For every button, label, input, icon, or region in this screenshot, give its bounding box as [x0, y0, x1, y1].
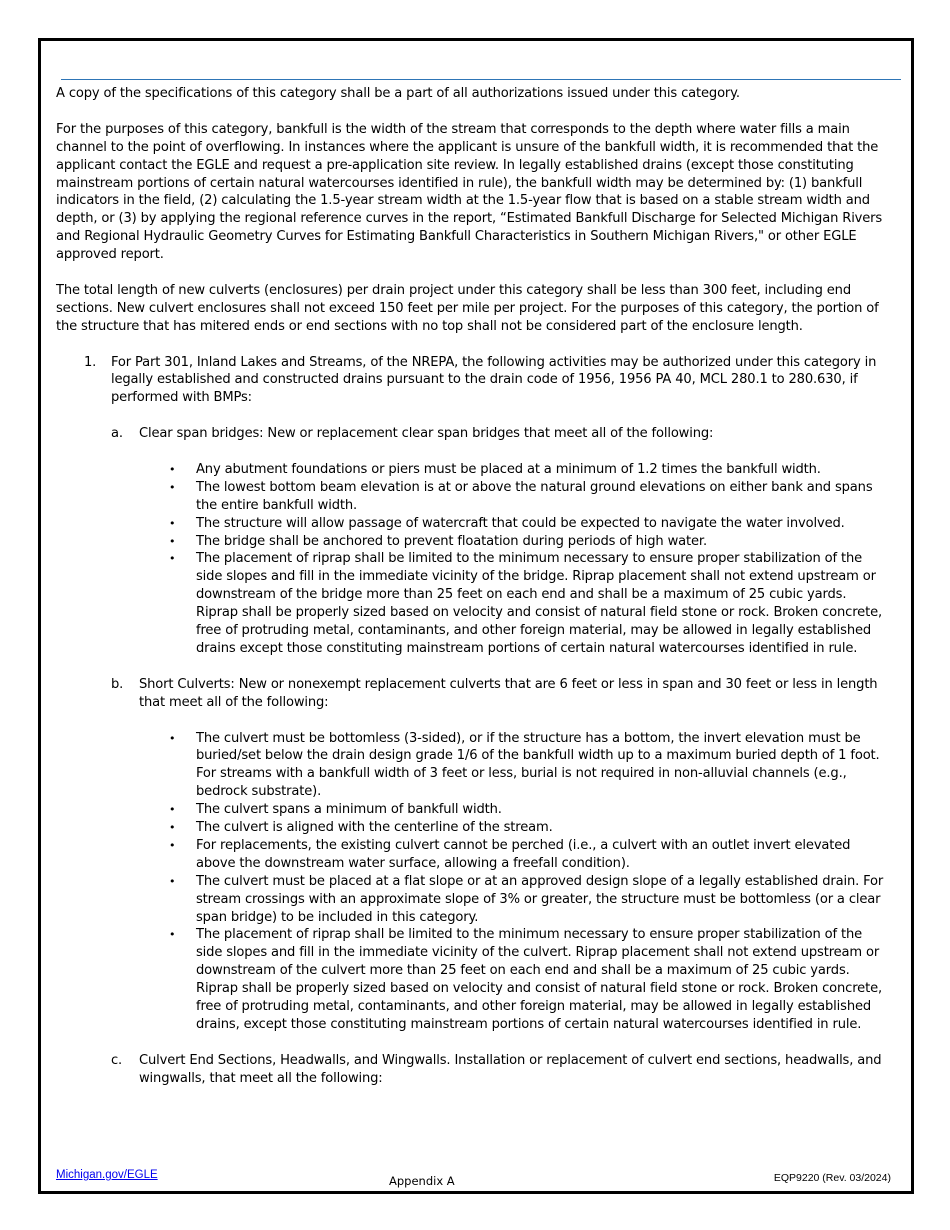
list-item: • The culvert spans a minimum of bankfull width. [169, 802, 502, 818]
bullet-icon: • [169, 731, 176, 745]
item-number: 1. [84, 354, 97, 370]
list-item: • The lowest bottom beam elevation is at or above the natural ground elevations on either bank and spans the entire bankfull width. [169, 479, 873, 513]
sub-item-letter: b. [111, 676, 124, 692]
bullet-icon: • [169, 821, 176, 835]
bullet-icon: • [169, 928, 176, 942]
sub-item-c [111, 1052, 892, 1088]
document-body [56, 85, 892, 1088]
intro-paragraph-1: A copy of the specifications of this category shall be a part of all authorizations issued under this category. [56, 86, 740, 101]
sub-item-text: Clear span bridges: New or replacement clear span bridges that meet all of the following: [139, 426, 714, 442]
bullet-icon: • [169, 803, 176, 817]
header-rule [61, 79, 901, 80]
footer-website-link[interactable]: Michigan.gov/EGLE [56, 1169, 158, 1181]
list-item: • The bridge shall be anchored to prevent floatation during periods of high water. [169, 533, 707, 549]
intro-paragraph-3: The total length of new culverts (enclosures) per drain project under this category shall be less than 300 feet, including end sections. New culvert enclosures shall not exceed 150 feet per mile per project. For the purposes of this category, the portion of the structure that has mitered ends or end sections with no top shall not be considered part of the enclosure length. [56, 282, 879, 334]
sub-item-a [111, 425, 892, 443]
item-text: For Part 301, Inland Lakes and Streams, of the NREPA, the following activities may be authorized under this category in legally established and constructed drains pursuant to the drain code of 1956, 1956 PA 40, MCL 280.1 to 280.630, if performed with BMPs: [111, 354, 877, 406]
sub-item-letter: c. [111, 1052, 123, 1068]
numbered-item-1 [84, 354, 892, 408]
bullet-icon: • [169, 552, 176, 566]
sub-item-text: Short Culverts: New or nonexempt replacement culverts that are 6 feet or less in span and 30 feet or less in length that meet all of the following: [139, 676, 878, 710]
list-item: • For replacements, the existing culvert cannot be perched (i.e., a culvert with an outlet invert elevated above the downstream water surface, allowing a freefall condition). [169, 837, 851, 871]
sub-item-b [111, 676, 892, 712]
list-item: • The culvert is aligned with the centerline of the stream. [169, 820, 553, 836]
list-item: • The placement of riprap shall be limited to the minimum necessary to ensure proper stabilization of the side slopes and fill in the immediate vicinity of the culvert. Riprap placement shall not extend upstream or downstream of the culvert more than 25 feet on each end and shall be a maximum of 25 cubic yards. Riprap shall be properly sized based on velocity and consist of natural field stone or rock. Broken concrete, free of protruding metal, contaminants, and other foreign material, may be allowed in legally established drains, except those constituting mainstream portions of certain natural watercourses identified in rule. [169, 927, 882, 1033]
bullet-icon: • [169, 516, 176, 530]
bullet-icon: • [169, 838, 176, 852]
list-item: • The structure will allow passage of watercraft that could be expected to navigate the water involved. [169, 515, 845, 531]
footer-form-number: EQP9220 (Rev. 03/2024) [773, 1172, 891, 1184]
sub-item-text: Culvert End Sections, Headwalls, and Wingwalls. Installation or replacement of culvert end sections, headwalls, and wingwalls, that meet all the following: [139, 1052, 882, 1086]
bullet-icon: • [169, 480, 176, 494]
list-item: • The placement of riprap shall be limited to the minimum necessary to ensure proper stabilization of the side slopes and fill in the immediate vicinity of the bridge. Riprap placement shall not extend upstream or downstream of the bridge more than 25 feet on each end and shall be a maximum of 25 cubic yards. Riprap shall be properly sized based on velocity and consist of natural field stone or rock. Broken concrete, free of protruding metal, contaminants, and other foreign material, may be allowed in legally established drains except those constituting mainstream portions of certain natural watercourses identified in rule. [169, 551, 882, 657]
bullet-icon: • [169, 874, 176, 888]
list-item: • The culvert must be placed at a flat slope or at an approved design slope of a legally established drain. For stream crossings with an approximate slope of 3% or greater, the structure must be bottomless (or a clear span bridge) to be included in this category. [169, 873, 884, 925]
bullet-icon: • [169, 534, 176, 548]
list-item: • Any abutment foundations or piers must be placed at a minimum of 1.2 times the bankfull width. [169, 461, 821, 477]
intro-paragraph-2: For the purposes of this category, bankfull is the width of the stream that corresponds to the depth where water fills a main channel to the point of overflowing. In instances where the applicant is unsure of the bankfull width, it is recommended that the applicant contact the EGLE and request a pre-application site review. In legally established drains (except those constituting mainstream portions of certain natural watercourses identified in rule), the bankfull width may be determined by: (1) bankfull indicators in the field, (2) calculating the 1.5-year stream width at the 1.5-year flow that is based on a stable stream width and depth, or (3) by applying the regional reference curves in the report, “Estimated Bankfull Discharge for Selected Michigan Rivers and Regional Hydraulic Geometry Curves for Estimating Bankfull Characteristics in Southern Michigan Rivers," or other EGLE approved report. [56, 121, 883, 263]
page-frame [38, 38, 914, 1194]
sub-item-letter: a. [111, 426, 123, 442]
footer-appendix-label: Appendix A [389, 1174, 455, 1188]
bullet-icon: • [169, 462, 176, 476]
list-item: • The culvert must be bottomless (3-sided), or if the structure has a bottom, the invert elevation must be buried/set below the drain design grade 1/6 of the bankfull width up to a maximum buried depth of 1 foot. For streams with a bankfull width of 3 feet or less, burial is not required in non-alluvial channels (e.g., bedrock substrate). [169, 730, 880, 800]
